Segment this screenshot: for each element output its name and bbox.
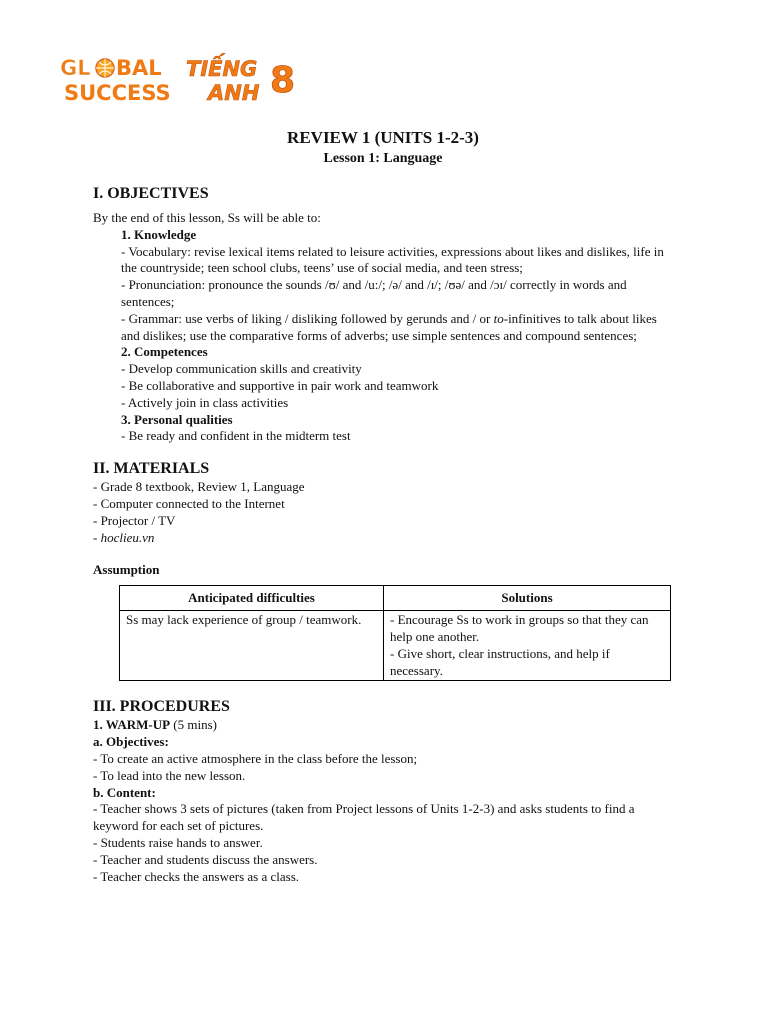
knowledge-heading: 1. Knowledge — [121, 226, 197, 242]
difficulties-header: Anticipated difficulties — [120, 586, 384, 611]
page-title: REVIEW 1 (UNITS 1-2-3) — [287, 128, 479, 147]
pronunciation-objective: - Pronunciation: pronounce the sounds /ʊ/ and /u:/; /ə/ and /ɪ/; /ʊə/ and /ɔɪ/ correctly in words and sentences; — [121, 277, 627, 309]
table-row — [120, 611, 671, 681]
grammar-text-em: to — [493, 310, 504, 326]
solution-cell — [384, 611, 671, 681]
warmup-label: 1. WARM-UP — [93, 717, 171, 733]
material-item: - Grade 8 textbook, Review 1, Language — [93, 479, 305, 495]
competences-heading: 2. Competences — [121, 344, 208, 360]
qualities-heading: 3. Personal qualities — [121, 411, 233, 427]
competence-item: - Be collaborative and supportive in pair work and teamwork — [121, 377, 439, 393]
assumption-heading: Assumption — [93, 562, 160, 578]
svg-text:ANH: ANH — [208, 81, 260, 105]
competence-item: - Actively join in class activities — [121, 394, 289, 410]
hoclieu-link[interactable]: hoclieu.vn — [100, 529, 155, 545]
objectives-section — [93, 184, 673, 445]
objectives-heading: I. OBJECTIVES — [93, 185, 209, 202]
warmup-heading — [93, 717, 673, 734]
grammar-text-b: -infinitives to talk about likes and dislikes; use the comparative forms of adverbs; use simple sentences and compound sentences; — [121, 310, 657, 343]
materials-heading: II. MATERIALS — [93, 460, 210, 478]
warmup-objectives-label: a. Objectives: — [93, 734, 169, 750]
objectives-intro: By the end of this lesson, Ss will be able to: — [93, 210, 321, 225]
materials-section — [93, 459, 673, 546]
warmup-content-label: b. Content: — [93, 784, 156, 800]
assumption-section — [93, 562, 673, 681]
material-item-link — [93, 530, 673, 547]
material-item: - Computer connected to the Internet — [93, 495, 285, 511]
logo-area — [58, 50, 338, 110]
page-subtitle: Lesson 1: Language — [323, 151, 443, 166]
warmup-content-item: - Teacher checks the answers as a class. — [93, 868, 300, 884]
svg-text:SUCCESS: SUCCESS — [64, 81, 171, 105]
svg-text:BAL: BAL — [116, 56, 162, 80]
assumption-table — [119, 585, 671, 681]
svg-text:8: 8 — [270, 60, 296, 101]
quality-item: - Be ready and confident in the midterm test — [121, 428, 351, 444]
procedures-section — [93, 697, 673, 885]
solutions-header: Solutions — [384, 586, 671, 611]
tieng-anh-8-logo — [186, 53, 295, 105]
warmup-content-item: - Teacher and students discuss the answers. — [93, 851, 318, 867]
procedures-heading: III. PROCEDURES — [93, 698, 230, 716]
solution-item: - Encourage Ss to work in groups so that they can help one another. — [390, 612, 649, 644]
warmup-content-item: - Teacher shows 3 sets of pictures (taken from Project lessons of Units 1-2-3) and asks students to find a keyword for each set of pictures. — [93, 801, 635, 834]
link-prefix: - — [93, 529, 101, 545]
svg-text:GL: GL — [60, 56, 91, 80]
competence-item: - Develop communication skills and creativity — [121, 361, 362, 377]
warmup-objective-item: - To lead into the new lesson. — [93, 767, 246, 783]
difficulty-cell: Ss may lack experience of group / teamwork. — [120, 611, 384, 681]
global-success-logo — [60, 56, 171, 105]
warmup-content-item: - Students raise hands to answer. — [93, 834, 263, 850]
solution-item: - Give short, clear instructions, and help if necessary. — [390, 645, 610, 678]
warmup-objective-item: - To create an active atmosphere in the class before the lesson; — [93, 750, 418, 766]
grammar-text-a: - Grammar: use verbs of liking / disliking followed by gerunds and / or — [121, 310, 494, 326]
lesson-plan — [93, 128, 673, 885]
grammar-objective — [121, 311, 673, 345]
material-item: - Projector / TV — [93, 512, 176, 528]
vocabulary-objective: - Vocabulary: revise lexical items related to leisure activities, expressions about likes and dislikes, life in the countryside; teen school clubs, teens’ use of social media, and teen stress; — [121, 243, 664, 276]
svg-text:TIẾNG: TIẾNG — [186, 57, 258, 81]
table-header-row — [120, 586, 671, 611]
warmup-time: (5 mins) — [170, 717, 217, 733]
